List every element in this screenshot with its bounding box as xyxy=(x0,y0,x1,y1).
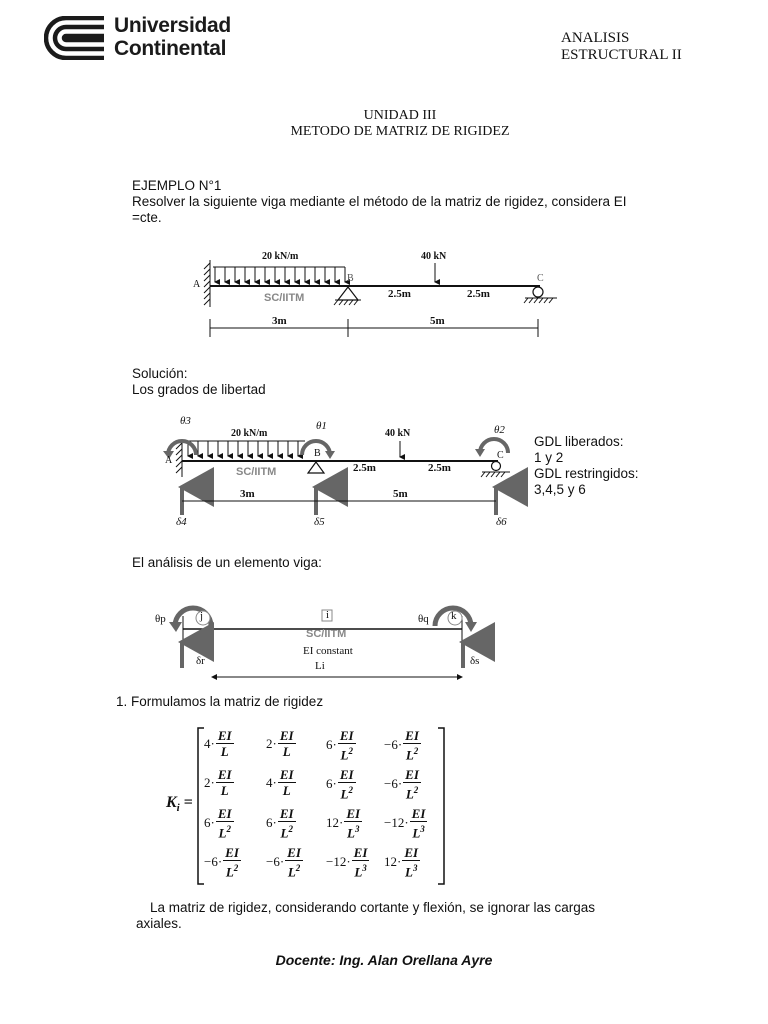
matrix-exponent: 3 xyxy=(412,863,418,873)
matrix-coefficient: 6· xyxy=(326,737,337,753)
university-logo-icon xyxy=(44,16,106,60)
fig2-dimension-1: 3m xyxy=(240,488,255,500)
matrix-fraction xyxy=(352,845,370,879)
course-title-line1: ANALISIS xyxy=(561,30,630,46)
matrix-denominator: $L^3$ xyxy=(354,863,367,880)
matrix-cell xyxy=(384,806,427,840)
matrix-numerator: EI xyxy=(217,806,232,821)
example-statement-line2: =cte. xyxy=(132,210,162,225)
matrix-exponent: 2 xyxy=(295,863,301,873)
fig2-delta4: δ4 xyxy=(176,516,187,528)
matrix-denominator: $L^3$ xyxy=(404,863,418,880)
matrix-numerator: EI xyxy=(279,806,294,821)
method-title: METODO DE MATRIZ DE RIGIDEZ xyxy=(290,124,510,139)
matrix-numerator: EI xyxy=(287,845,301,860)
matrix-numerator: EI xyxy=(217,728,232,743)
matrix-denominator: L xyxy=(282,744,291,759)
matrix-numerator: EI xyxy=(353,845,368,860)
stiffness-matrix xyxy=(204,728,438,884)
matrix-exponent: 2 xyxy=(226,824,231,834)
matrix-numerator: EI xyxy=(225,845,239,860)
matrix-cell xyxy=(204,806,234,840)
matrix-numerator: EI xyxy=(339,767,354,782)
matrix-denominator: $L^2$ xyxy=(218,824,231,841)
matrix-exponent: 2 xyxy=(348,746,353,756)
fig2-distributed-load: 20 kN/m xyxy=(231,428,268,439)
matrix-denominator: L xyxy=(220,744,229,759)
matrix-numerator: EI xyxy=(279,728,294,743)
matrix-exponent: 2 xyxy=(413,785,419,795)
fig1-node-b: B xyxy=(347,273,354,284)
matrix-numerator: EI xyxy=(346,806,361,821)
matrix-denominator: $L^2$ xyxy=(340,785,353,802)
fig2-theta2: θ2 xyxy=(494,424,505,436)
matrix-coefficient: −6· xyxy=(266,854,285,870)
matrix-fraction xyxy=(278,767,296,798)
matrix-cell xyxy=(266,767,296,798)
matrix-coefficient: −6· xyxy=(204,854,223,870)
fig1-segment-1: 2.5m xyxy=(388,288,411,300)
gdl-free-label: GDL liberados: xyxy=(534,434,624,449)
fig1-distributed-load: 20 kN/m xyxy=(262,251,299,262)
matrix-coefficient: −12· xyxy=(326,854,351,870)
matrix-denominator: L xyxy=(282,783,291,798)
matrix-fraction xyxy=(278,806,296,840)
matrix-numerator: EI xyxy=(405,767,419,782)
matrix-note-line2: axiales. xyxy=(136,916,182,931)
matrix-cell xyxy=(266,845,303,879)
fig2-watermark: SC/IITM xyxy=(236,466,277,478)
matrix-cell xyxy=(326,728,356,762)
fig2-segment-1: 2.5m xyxy=(353,462,376,474)
matrix-coefficient: 4· xyxy=(204,735,215,751)
element-length: Li xyxy=(315,660,325,672)
fig2-node-b: B xyxy=(314,448,321,459)
step1-text: 1. Formulamos la matriz de rigidez xyxy=(116,694,324,709)
matrix-fraction xyxy=(344,806,362,840)
ki-symbol: $K_i$ = xyxy=(166,794,193,815)
example-statement-line1: Resolver la siguiente viga mediante el método de la matriz de rigidez, considera EI xyxy=(132,194,627,209)
fig2-delta5: δ5 xyxy=(314,516,325,528)
matrix-fraction xyxy=(278,728,296,759)
matrix-exponent: 3 xyxy=(362,863,367,873)
matrix-denominator: $L^3$ xyxy=(346,824,360,841)
matrix-fraction xyxy=(216,806,234,840)
matrix-coefficient: −6· xyxy=(384,737,403,753)
matrix-numerator: EI xyxy=(411,806,426,821)
matrix-exponent: 3 xyxy=(420,824,425,834)
matrix-cell xyxy=(326,845,369,879)
matrix-cell xyxy=(204,728,234,759)
fig2-point-load: 40 kN xyxy=(385,428,411,439)
element-theta-q: θq xyxy=(418,613,429,625)
matrix-fraction xyxy=(403,728,421,762)
gdl-restrained-values: 3,4,5 y 6 xyxy=(534,482,586,497)
matrix-exponent: 2 xyxy=(348,785,353,795)
beam-figure-1 xyxy=(185,245,570,345)
matrix-fraction xyxy=(285,845,303,879)
matrix-fraction xyxy=(410,806,428,840)
matrix-denominator: $L^2$ xyxy=(405,746,419,763)
fig1-segment-2: 2.5m xyxy=(467,288,490,300)
element-node-k: k xyxy=(451,610,457,622)
matrix-coefficient: 2· xyxy=(204,774,215,790)
matrix-coefficient: −12· xyxy=(384,815,409,831)
matrix-exponent: 3 xyxy=(354,824,360,834)
matrix-cell xyxy=(326,767,356,801)
fig2-node-c: C xyxy=(497,450,504,461)
fig1-dimension-2: 5m xyxy=(430,315,445,327)
fig2-segment-2: 2.5m xyxy=(428,462,451,474)
matrix-cell xyxy=(266,728,296,759)
matrix-coefficient: 6· xyxy=(204,815,215,831)
element-ei-constant: EI constant xyxy=(303,645,353,657)
matrix-coefficient: 6· xyxy=(326,776,337,792)
matrix-fraction xyxy=(338,767,356,801)
gdl-restrained-label: GDL restringidos: xyxy=(534,466,639,481)
course-title-line2: ESTRUCTURAL II xyxy=(561,47,682,63)
matrix-cell xyxy=(204,767,234,798)
matrix-numerator: EI xyxy=(405,728,419,743)
fig2-node-a: A xyxy=(165,455,173,466)
matrix-coefficient: 12· xyxy=(326,815,344,831)
matrix-numerator: EI xyxy=(279,767,294,782)
matrix-denominator: $L^2$ xyxy=(287,863,301,880)
fig1-dimension-1: 3m xyxy=(272,315,287,327)
matrix-cell xyxy=(326,806,362,840)
roller-support-c xyxy=(533,287,543,297)
element-watermark: SC/IITM xyxy=(306,628,347,640)
element-delta-r: δr xyxy=(196,655,205,667)
fig1-watermark: SC/IITM xyxy=(264,292,305,304)
matrix-numerator: EI xyxy=(339,728,354,743)
fig1-point-load: 40 kN xyxy=(421,251,447,262)
matrix-denominator: $L^3$ xyxy=(412,824,425,841)
matrix-cell xyxy=(384,767,421,801)
matrix-fraction xyxy=(223,845,241,879)
element-delta-s: δs xyxy=(470,655,480,667)
element-node-j: j xyxy=(200,610,204,622)
logo-name-line2: Continental xyxy=(114,37,227,60)
matrix-coefficient: 4· xyxy=(266,774,277,790)
matrix-denominator: L xyxy=(220,783,229,798)
matrix-numerator: EI xyxy=(404,845,419,860)
beam-figure-2 xyxy=(160,415,530,533)
teacher-footer: Docente: Ing. Alan Orellana Ayre xyxy=(275,952,493,968)
matrix-fraction xyxy=(403,767,421,801)
matrix-cell xyxy=(384,845,420,879)
matrix-exponent: 2 xyxy=(233,863,239,873)
matrix-exponent: 2 xyxy=(413,746,419,756)
matrix-cell xyxy=(204,845,241,879)
matrix-fraction xyxy=(338,728,356,762)
pin-support-b xyxy=(338,287,358,300)
matrix-coefficient: 12· xyxy=(384,854,402,870)
solution-line: Los grados de libertad xyxy=(132,382,266,397)
fig2-theta3: θ3 xyxy=(180,415,191,427)
example-heading: EJEMPLO N°1 xyxy=(132,178,222,193)
element-intro: El análisis de un elemento viga: xyxy=(132,555,322,570)
matrix-denominator: $L^2$ xyxy=(225,863,239,880)
matrix-numerator: EI xyxy=(217,767,232,782)
matrix-denominator: $L^2$ xyxy=(280,824,293,841)
matrix-coefficient: 2· xyxy=(266,735,277,751)
element-theta-p: θp xyxy=(155,613,166,625)
matrix-note-line1: La matriz de rigidez, considerando cortante y flexión, se ignorar las cargas xyxy=(150,900,595,915)
matrix-fraction xyxy=(402,845,420,879)
unit-title: UNIDAD III xyxy=(363,108,437,123)
matrix-denominator: $L^2$ xyxy=(340,746,353,763)
element-node-i: i xyxy=(326,609,330,621)
fig1-node-c: C xyxy=(537,273,544,284)
gdl-free-values: 1 y 2 xyxy=(534,450,564,465)
matrix-fraction xyxy=(216,767,234,798)
matrix-cell xyxy=(384,728,421,762)
matrix-exponent: 2 xyxy=(288,824,293,834)
matrix-denominator: $L^2$ xyxy=(405,785,419,802)
fig2-theta1: θ1 xyxy=(316,420,327,432)
fig2-delta6: δ6 xyxy=(496,516,507,528)
fixed-support-a xyxy=(204,260,210,307)
fig1-node-a: A xyxy=(193,279,201,290)
solution-heading: Solución: xyxy=(132,366,188,381)
fig2-dimension-2: 5m xyxy=(393,488,408,500)
matrix-coefficient: −6· xyxy=(384,776,403,792)
matrix-coefficient: 6· xyxy=(266,815,277,831)
matrix-cell xyxy=(266,806,296,840)
matrix-fraction xyxy=(216,728,234,759)
logo-name-line1: Universidad xyxy=(114,14,231,37)
